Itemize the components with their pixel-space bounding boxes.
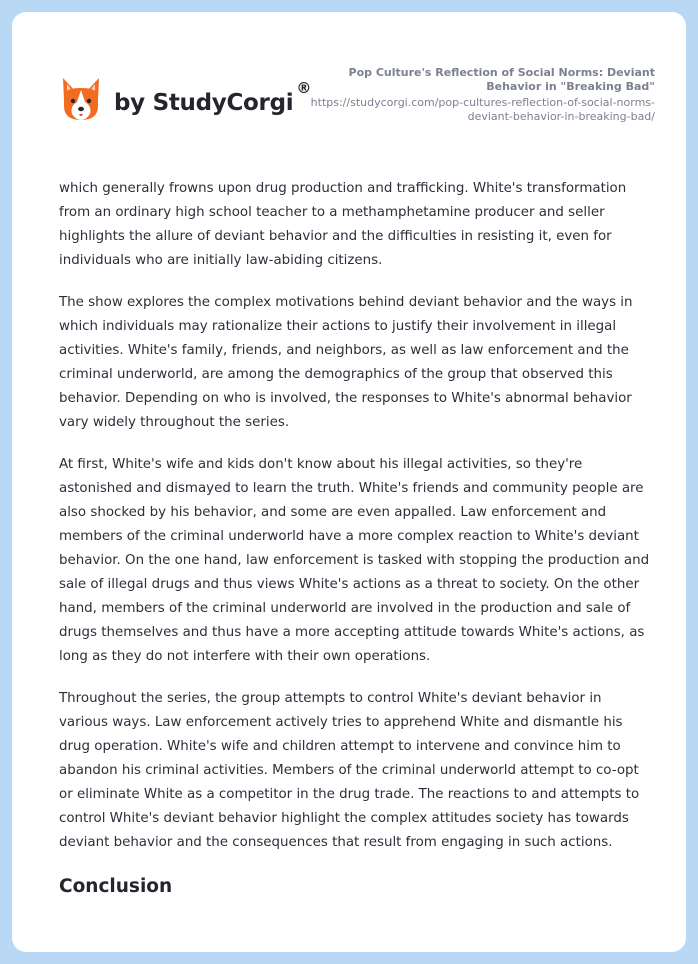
corgi-logo-icon bbox=[60, 76, 102, 122]
studycorgi-logo[interactable] bbox=[60, 76, 311, 122]
section-heading: Conclusion bbox=[59, 876, 173, 897]
document-url[interactable]: https://studycorgi.com/pop-cultures-reflection-of-social-norms-deviant-behavior-in-breaking-bad/ bbox=[310, 96, 655, 123]
registered-mark: ® bbox=[296, 79, 312, 97]
paragraph: The show explores the complex motivations behind deviant behavior and the ways in which individuals may rationalize their actions to justify their involvement in illegal activities. White's family, friends, and neighbors, as well as law enforcement and the criminal underworld, are among the demographics of the group that observed this behavior. Depending on who is involved, the responses to White's abnormal behavior vary widely throughout the series. bbox=[59, 295, 633, 430]
document-page bbox=[12, 12, 686, 952]
paragraph: Throughout the series, the group attempts to control White's deviant behavior in various ways. Law enforcement actively tries to apprehend White and dismantle his drug operation. White's wife and children attempt to intervene and convince him to abandon his criminal activities. Members of the criminal underworld attempt to co-opt or eliminate White as a competitor in the drug trade. The reactions to and attempts to control White's deviant behavior highlight the complex attitudes society has towards deviant behavior and the consequences that result from engaging in such actions. bbox=[59, 691, 640, 850]
document-title: Pop Culture's Reflection of Social Norms: Deviant Behavior in "Breaking Bad" bbox=[348, 66, 655, 93]
paragraph: At first, White's wife and kids don't know about his illegal activities, so they're astonished and dismayed to learn the truth. White's friends and community people are also shocked by his behavior, and some are even appalled. Law enforcement and members of the criminal underworld have a more complex reaction to White's deviant behavior. On the one hand, law enforcement is tasked with stopping the production and sale of illegal drugs and thus views White's actions as a threat to society. On the other hand, members of the criminal underworld are involved in the production and sale of drugs themselves and thus have a more accepting attitude towards White's actions, as long as they do not interfere with their own operations. bbox=[59, 457, 650, 664]
brand-name: by StudyCorgi bbox=[114, 90, 294, 116]
essay-body bbox=[59, 177, 651, 901]
document-meta bbox=[295, 66, 655, 124]
paragraph: which generally frowns upon drug production and trafficking. White's transformation from an ordinary high school teacher to a methamphetamine producer and seller highlights the allure of deviant behavior and the difficulties in resisting it, even for individuals who are initially law-abiding citizens. bbox=[59, 181, 627, 268]
